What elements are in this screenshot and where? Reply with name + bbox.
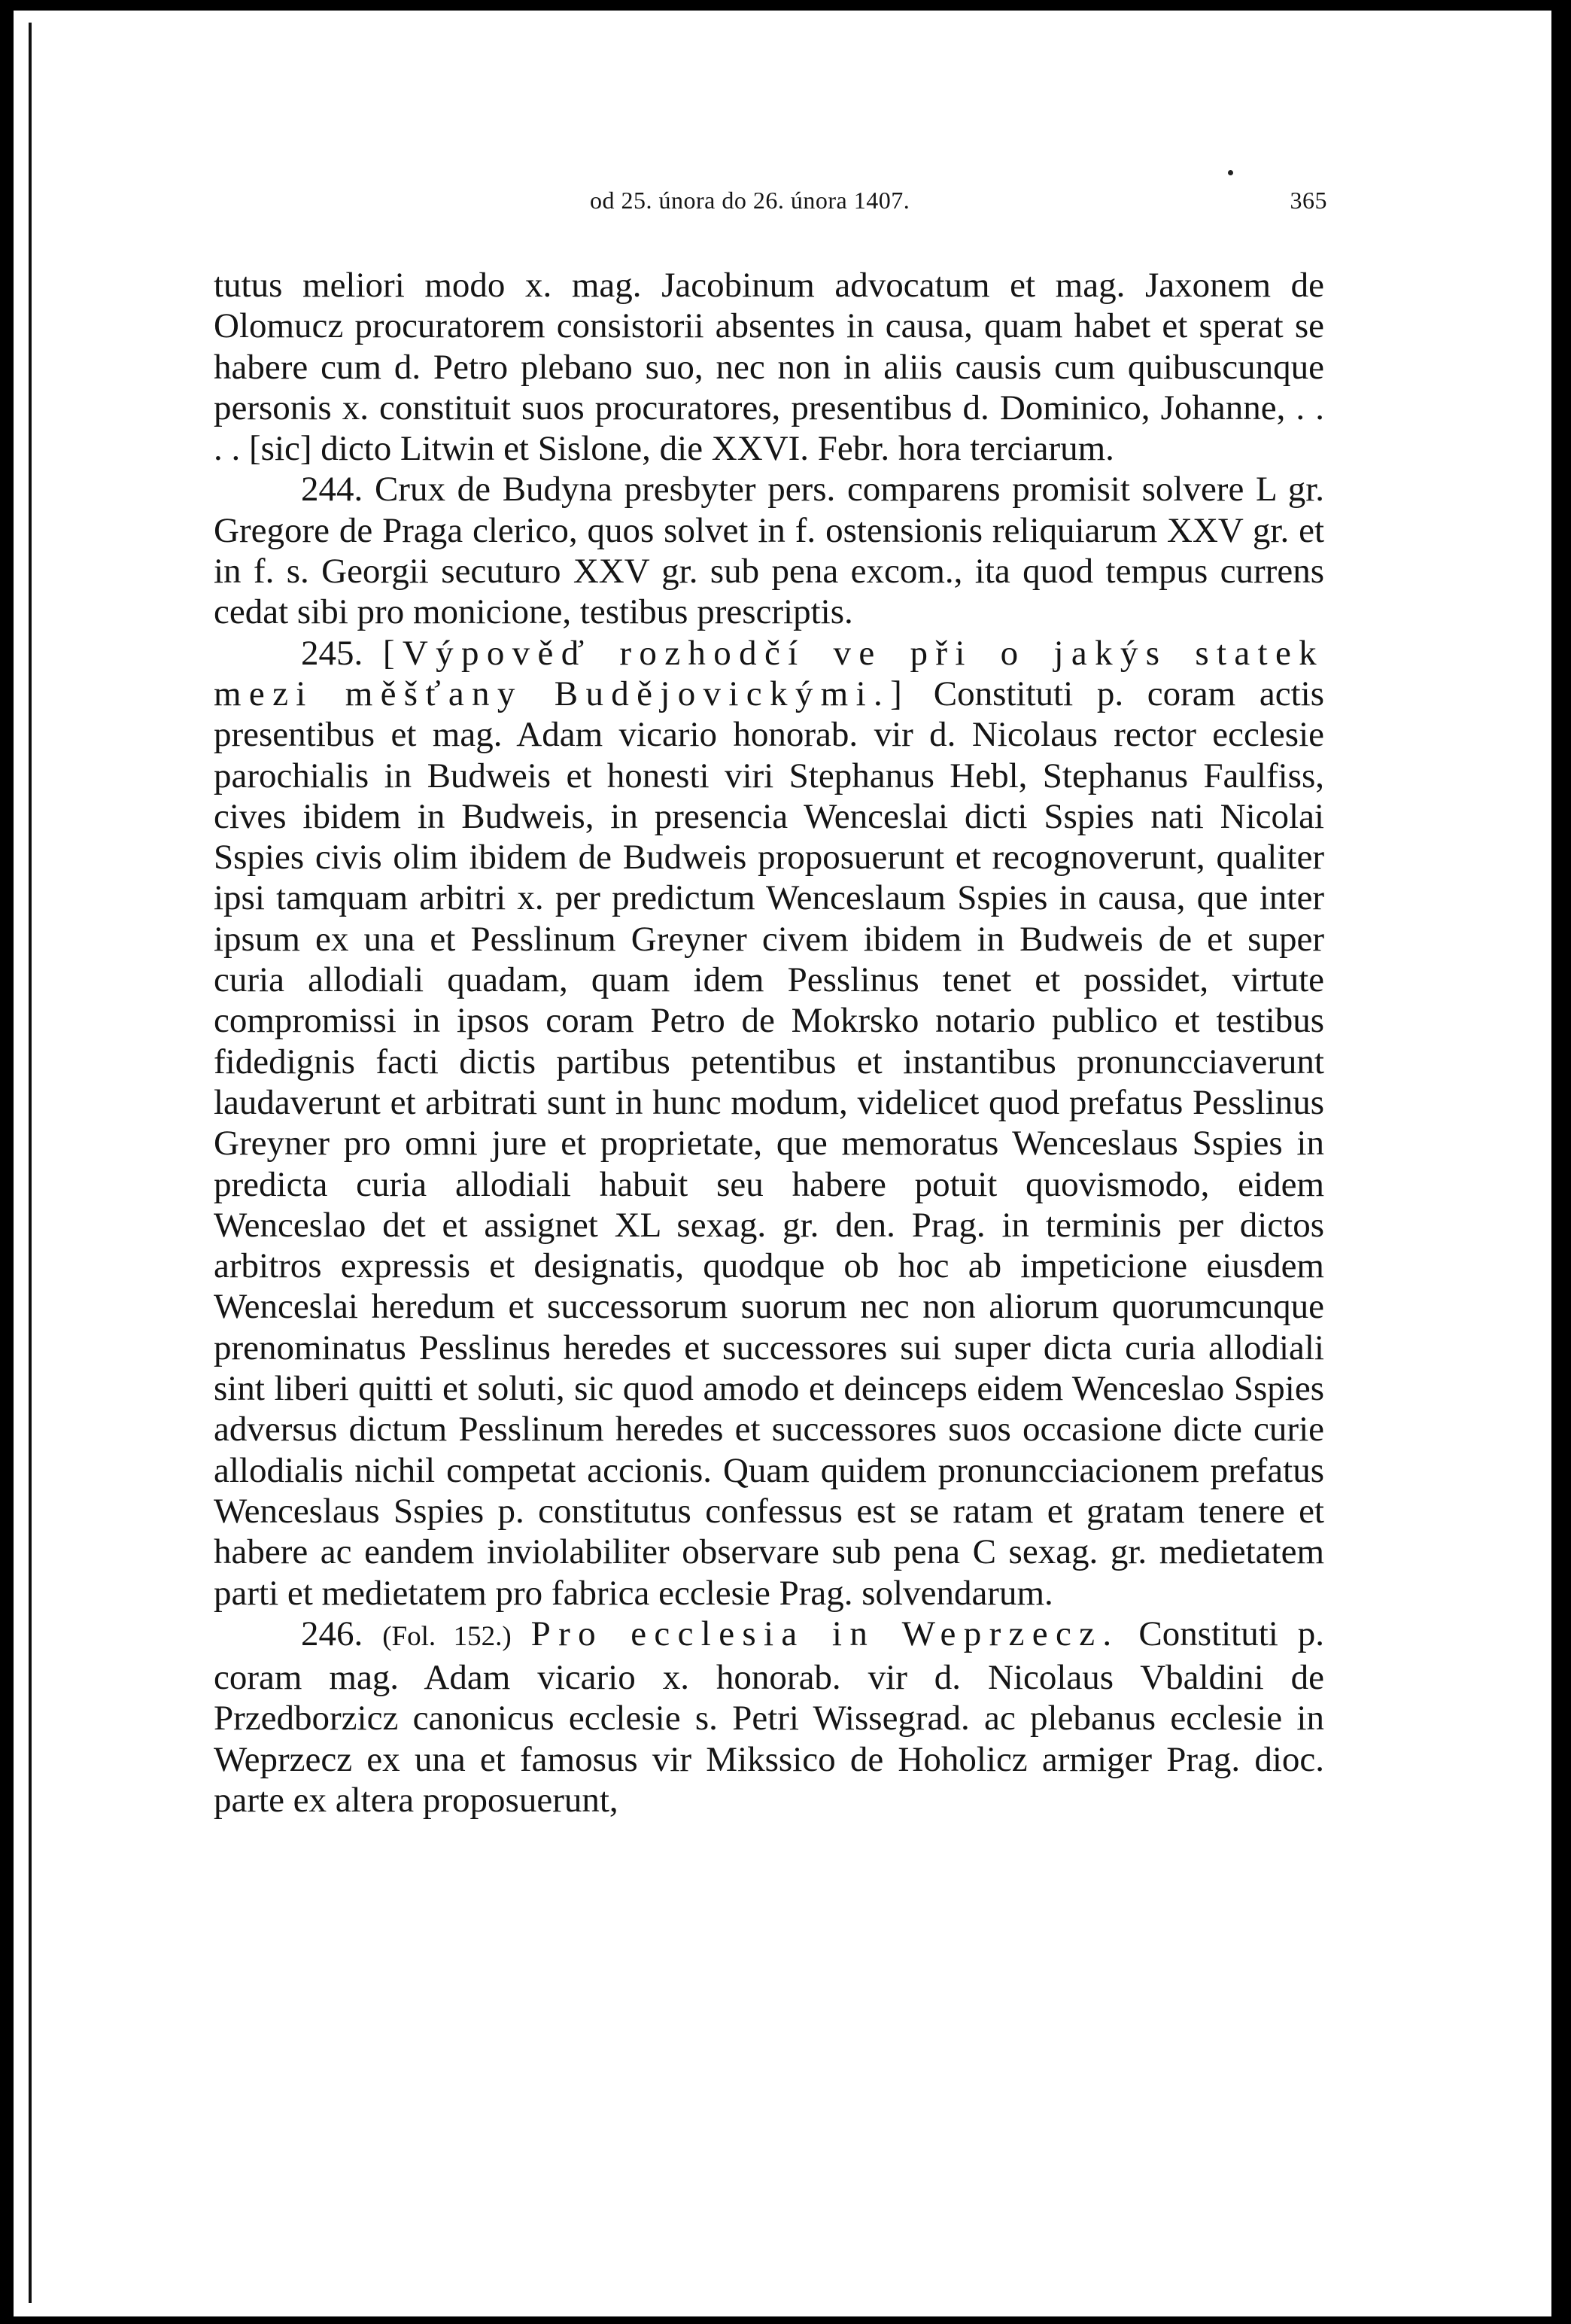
- paragraph-246: [214, 1614, 1324, 1821]
- document-body: [214, 265, 1324, 1821]
- running-header: [214, 187, 1327, 217]
- running-title: od 25. února do 26. února 1407.: [590, 187, 910, 214]
- entry-heading: [Výpověď rozhodčí ve při o jakýs statek mezi měšťany Budějovickými.]: [214, 633, 1324, 713]
- scan-speck: [1228, 170, 1233, 175]
- folio-reference: (Fol. 152.): [382, 1620, 512, 1652]
- paragraph-245: [214, 633, 1324, 1614]
- entry-text: Constituti p. coram actis presentibus et mag. Adam vicario honorab. vir d. Nicolaus rector ecclesie parochialis in Budweis et honesti viri Stephanus Hebl, Stephanus Faulfiss, cives ibidem in Budweis, in presencia Wenceslai dicti Sspies nati Nicolai Sspies civis olim ibidem de Budweis proposuerunt et recognoverunt, qualiter ipsi tamquam arbitri x. per predictum Wenceslaum Sspies in causa, que inter ipsum ex una et Pesslinum Greyner civem ibidem in Budweis de et super curia allodiali quadam, quam idem Pesslinus tenet et possidet, virtute compromissi in ipsos coram Petro de Mokrsko notario publico et testibus fidedignis facti dictis partibus petentibus et instantibus pronuncciaverunt laudaverunt et arbitrati sunt in hunc modum, videlicet quod prefatus Pesslinus Greyner pro omni jure et proprietate, que memoratus Wenceslaus Sspies in predicta curia allodiali habuit seu habere potuit quovismodo, eidem Wenceslao det et assignet XL sexag. gr. den. Prag. in terminis per dictos arbitros expressis et designatis, quodque ob hoc ab impeticione eiusdem Wenceslai heredum et successorum suorum nec non aliorum quorumcunque prenominatus Pesslinus heredes et successores sui super dicta curia allodiali sint liberi quitti et soluti, sic quod amodo et deinceps eidem Wenceslao Sspies adversus dictum Pesslinum heredes et successores suos occasione dicte curie allodialis nichil competat accionis. Quam quidem pronuncciacionem prefatus Wenceslaus Sspies p. constitutus confessus est se ratam et gratam tenere et habere ac eandem inviolabiliter observare sub pena C sexag. gr. medietatem parti et medietatem pro fabrica ecclesie Prag. solvendarum.: [214, 674, 1324, 1613]
- paragraph-243-continuation: tutus meliori modo x. mag. Jacobinum advocatum et mag. Jaxonem de Olomucz procuratorem consistorii absentes in causa, quam habet et sperat se habere cum d. Petro plebano suo, nec non in aliis causis cum quibuscunque personis x. constituit suos procuratores, presentibus d. Dominico, Johanne, . . . . [sic] dicto Litwin et Sislone, die XXVI. Febr. hora terciarum.: [214, 266, 1324, 469]
- entry-number: 246.: [301, 1614, 363, 1653]
- entry-heading: Pro ecclesia in Weprzecz.: [530, 1614, 1120, 1653]
- binding-edge-rule: [29, 23, 32, 2303]
- entry-text: Constituti p. coram mag. Adam vicario x. honorab. vir d. Nicolaus Vbaldini de Przedborzicz canonicus ecclesie s. Petri Wissegrad. ac plebanus ecclesie in Weprzecz ex una et famosus vir Mikssico de Hoholicz armiger Prag. dioc. parte ex altera proposuerunt,: [214, 1614, 1325, 1820]
- paragraph-244: 244. Crux de Budyna presbyter pers. comparens promisit solvere L gr. Gregore de Praga clerico, quos solvet in f. ostensionis reliquiarum XXV gr. et in f. s. Georgii secuturo XXV gr. sub pena excom., ita quod tempus currens cedat sibi pro monicione, testibus prescriptis.: [214, 470, 1324, 632]
- entry-number: 245.: [301, 633, 363, 673]
- page-number: 365: [1290, 187, 1327, 214]
